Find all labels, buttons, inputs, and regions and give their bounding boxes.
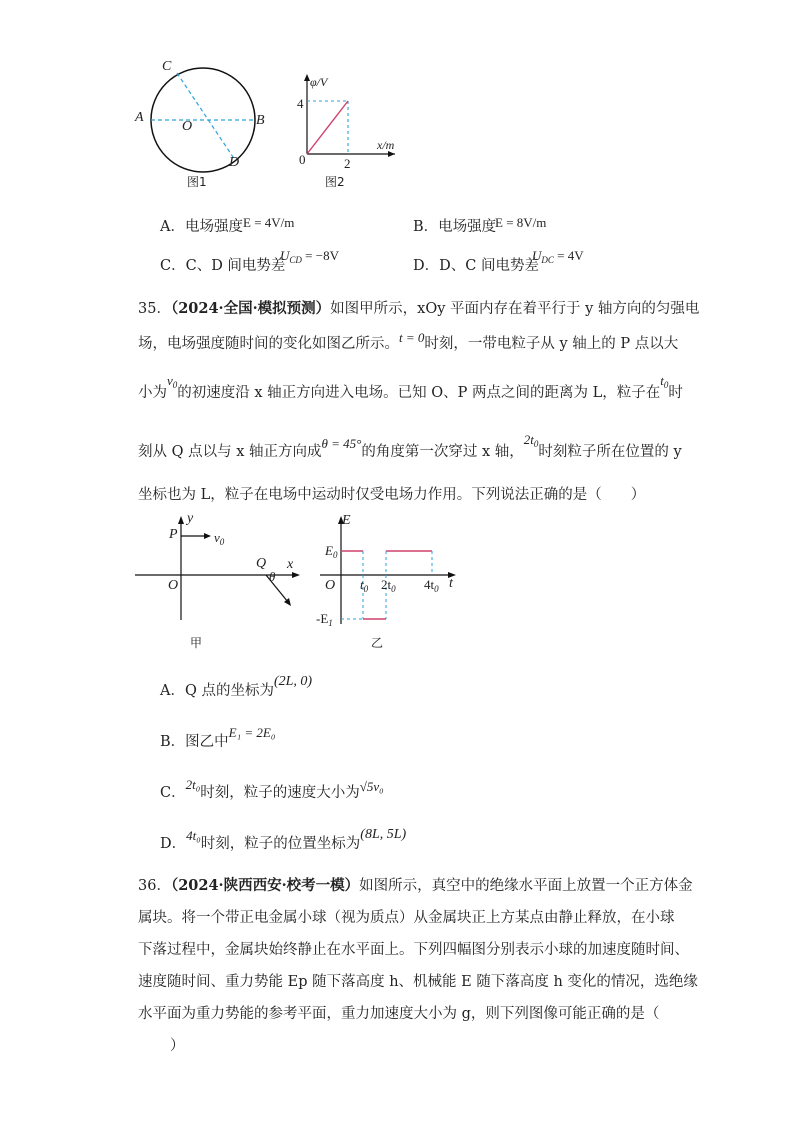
- x-tick-2: 2: [344, 156, 351, 171]
- yi-e1-label: $-E_1$: [316, 611, 333, 628]
- point-o-label: O: [182, 119, 193, 134]
- yi-e0-label: $E_0$: [325, 543, 338, 560]
- figure-yi: [320, 512, 460, 630]
- q36-line-1: 36．（2024·陕西西安·校考一模）如图所示，真空中的绝缘水平面上放置一个正方体金: [138, 877, 693, 894]
- yi-2t0-label: $2t_0$: [381, 577, 396, 594]
- jia-y-label: y: [187, 511, 194, 526]
- phi-axis-label: φ/V: [310, 75, 328, 89]
- q34-option-c-math: $U_{CD} = -8V$: [280, 248, 339, 265]
- jia-v0-label: $v_0$: [214, 530, 225, 547]
- q35-source: （2024·全国·模拟预测）: [170, 300, 331, 317]
- q35-option-c[interactable]: C．2t₀时刻，粒子的速度大小为√5v₀: [160, 777, 384, 801]
- yi-t0-label: $t_0$: [360, 577, 369, 594]
- q36-source: （2024·陕西西安·校考一模）: [170, 877, 360, 894]
- q36-line-5: 水平面为重力势能的参考平面，重力加速度大小为 g，则下列图像可能正确的是（: [138, 1006, 660, 1022]
- jia-q-label: Q: [256, 556, 267, 571]
- point-d-label: D: [229, 155, 240, 170]
- yi-o-label: O: [325, 578, 336, 593]
- q36-line-3: 下落过程中，金属块始终静止在水平面上。下列四幅图分别表示小球的加速度随时间、: [138, 942, 689, 958]
- yi-4t0-label: $4t_0$: [424, 577, 439, 594]
- q35-number: 35．: [138, 301, 171, 317]
- figure-2-caption: 图2: [325, 175, 345, 189]
- q35-line-1: 35．（2024·全国·模拟预测）如图甲所示，xOy 平面内存在着平行于 y 轴方向的匀强电: [138, 300, 700, 317]
- yi-t-label: t: [449, 576, 453, 591]
- q36-line-6: ）: [170, 1038, 185, 1054]
- q34-option-b-math: E = 8V/m: [495, 215, 547, 230]
- q35-option-b[interactable]: B．图乙中E₁ = 2E₀: [160, 725, 276, 750]
- figure-jia-caption: 甲: [190, 636, 203, 650]
- q36-line-4: 速度随时间、重力势能 Ep 随下落高度 h、机械能 E 随下落高度 h 变化的情况，选绝缘: [138, 974, 698, 990]
- x-axis-label: x/m: [377, 138, 395, 152]
- q36-line-2: 属块。将一个带正电金属小球（视为质点）从金属块正上方某点由静止释放，在小球: [138, 910, 675, 926]
- q34-option-c[interactable]: C．C、D 间电势差: [160, 258, 286, 274]
- jia-theta-label: θ: [269, 569, 276, 584]
- figure-yi-caption: 乙: [371, 636, 384, 650]
- q35-line-4: 刻从 Q 点以与 x 轴正方向成θ = 45°的角度第一次穿过 x 轴，$2t_0$时刻粒子所在位置的 y: [138, 432, 682, 460]
- q34-option-d[interactable]: D．D、C 间电势差: [413, 258, 539, 274]
- jia-x-label: x: [287, 557, 294, 572]
- point-b-label: B: [256, 113, 265, 128]
- yi-e-label: E: [342, 513, 351, 528]
- figure-1-caption: 图1: [187, 175, 207, 189]
- q35-line-2: 场，电场强度随时间的变化如图乙所示。t = 0时刻，一带电粒子从 y 轴上的 P 点以大: [138, 330, 679, 352]
- point-a-label: A: [135, 110, 144, 125]
- q35-line-3: 小为$v_0$的初速度沿 x 轴正方向进入电场。已知 O、P 两点之间的距离为 L，粒子在$t_0$时: [138, 373, 683, 401]
- y-tick-4: 4: [297, 96, 304, 111]
- q34-option-b[interactable]: B．电场强度: [413, 219, 497, 235]
- q36-number: 36．: [138, 878, 171, 894]
- figure-jia: [135, 512, 305, 622]
- q35-option-d[interactable]: D．4t₀时刻，粒子的位置坐标为(8L, 5L): [160, 827, 407, 852]
- q35-line-5: 坐标也为 L，粒子在电场中运动时仅受电场力作用。下列说法正确的是（ ）: [138, 487, 646, 503]
- q34-option-a[interactable]: A．电场强度: [160, 219, 243, 235]
- origin-label: 0: [299, 152, 306, 167]
- q34-option-d-math: $U_{DC} = 4V$: [532, 248, 584, 265]
- point-c-label: C: [162, 59, 172, 74]
- q34-option-a-math: E = 4V/m: [243, 215, 295, 230]
- jia-o-label: O: [168, 578, 179, 593]
- jia-p-label: P: [169, 527, 178, 542]
- q35-option-a[interactable]: A．Q 点的坐标为(2L, 0): [160, 674, 313, 699]
